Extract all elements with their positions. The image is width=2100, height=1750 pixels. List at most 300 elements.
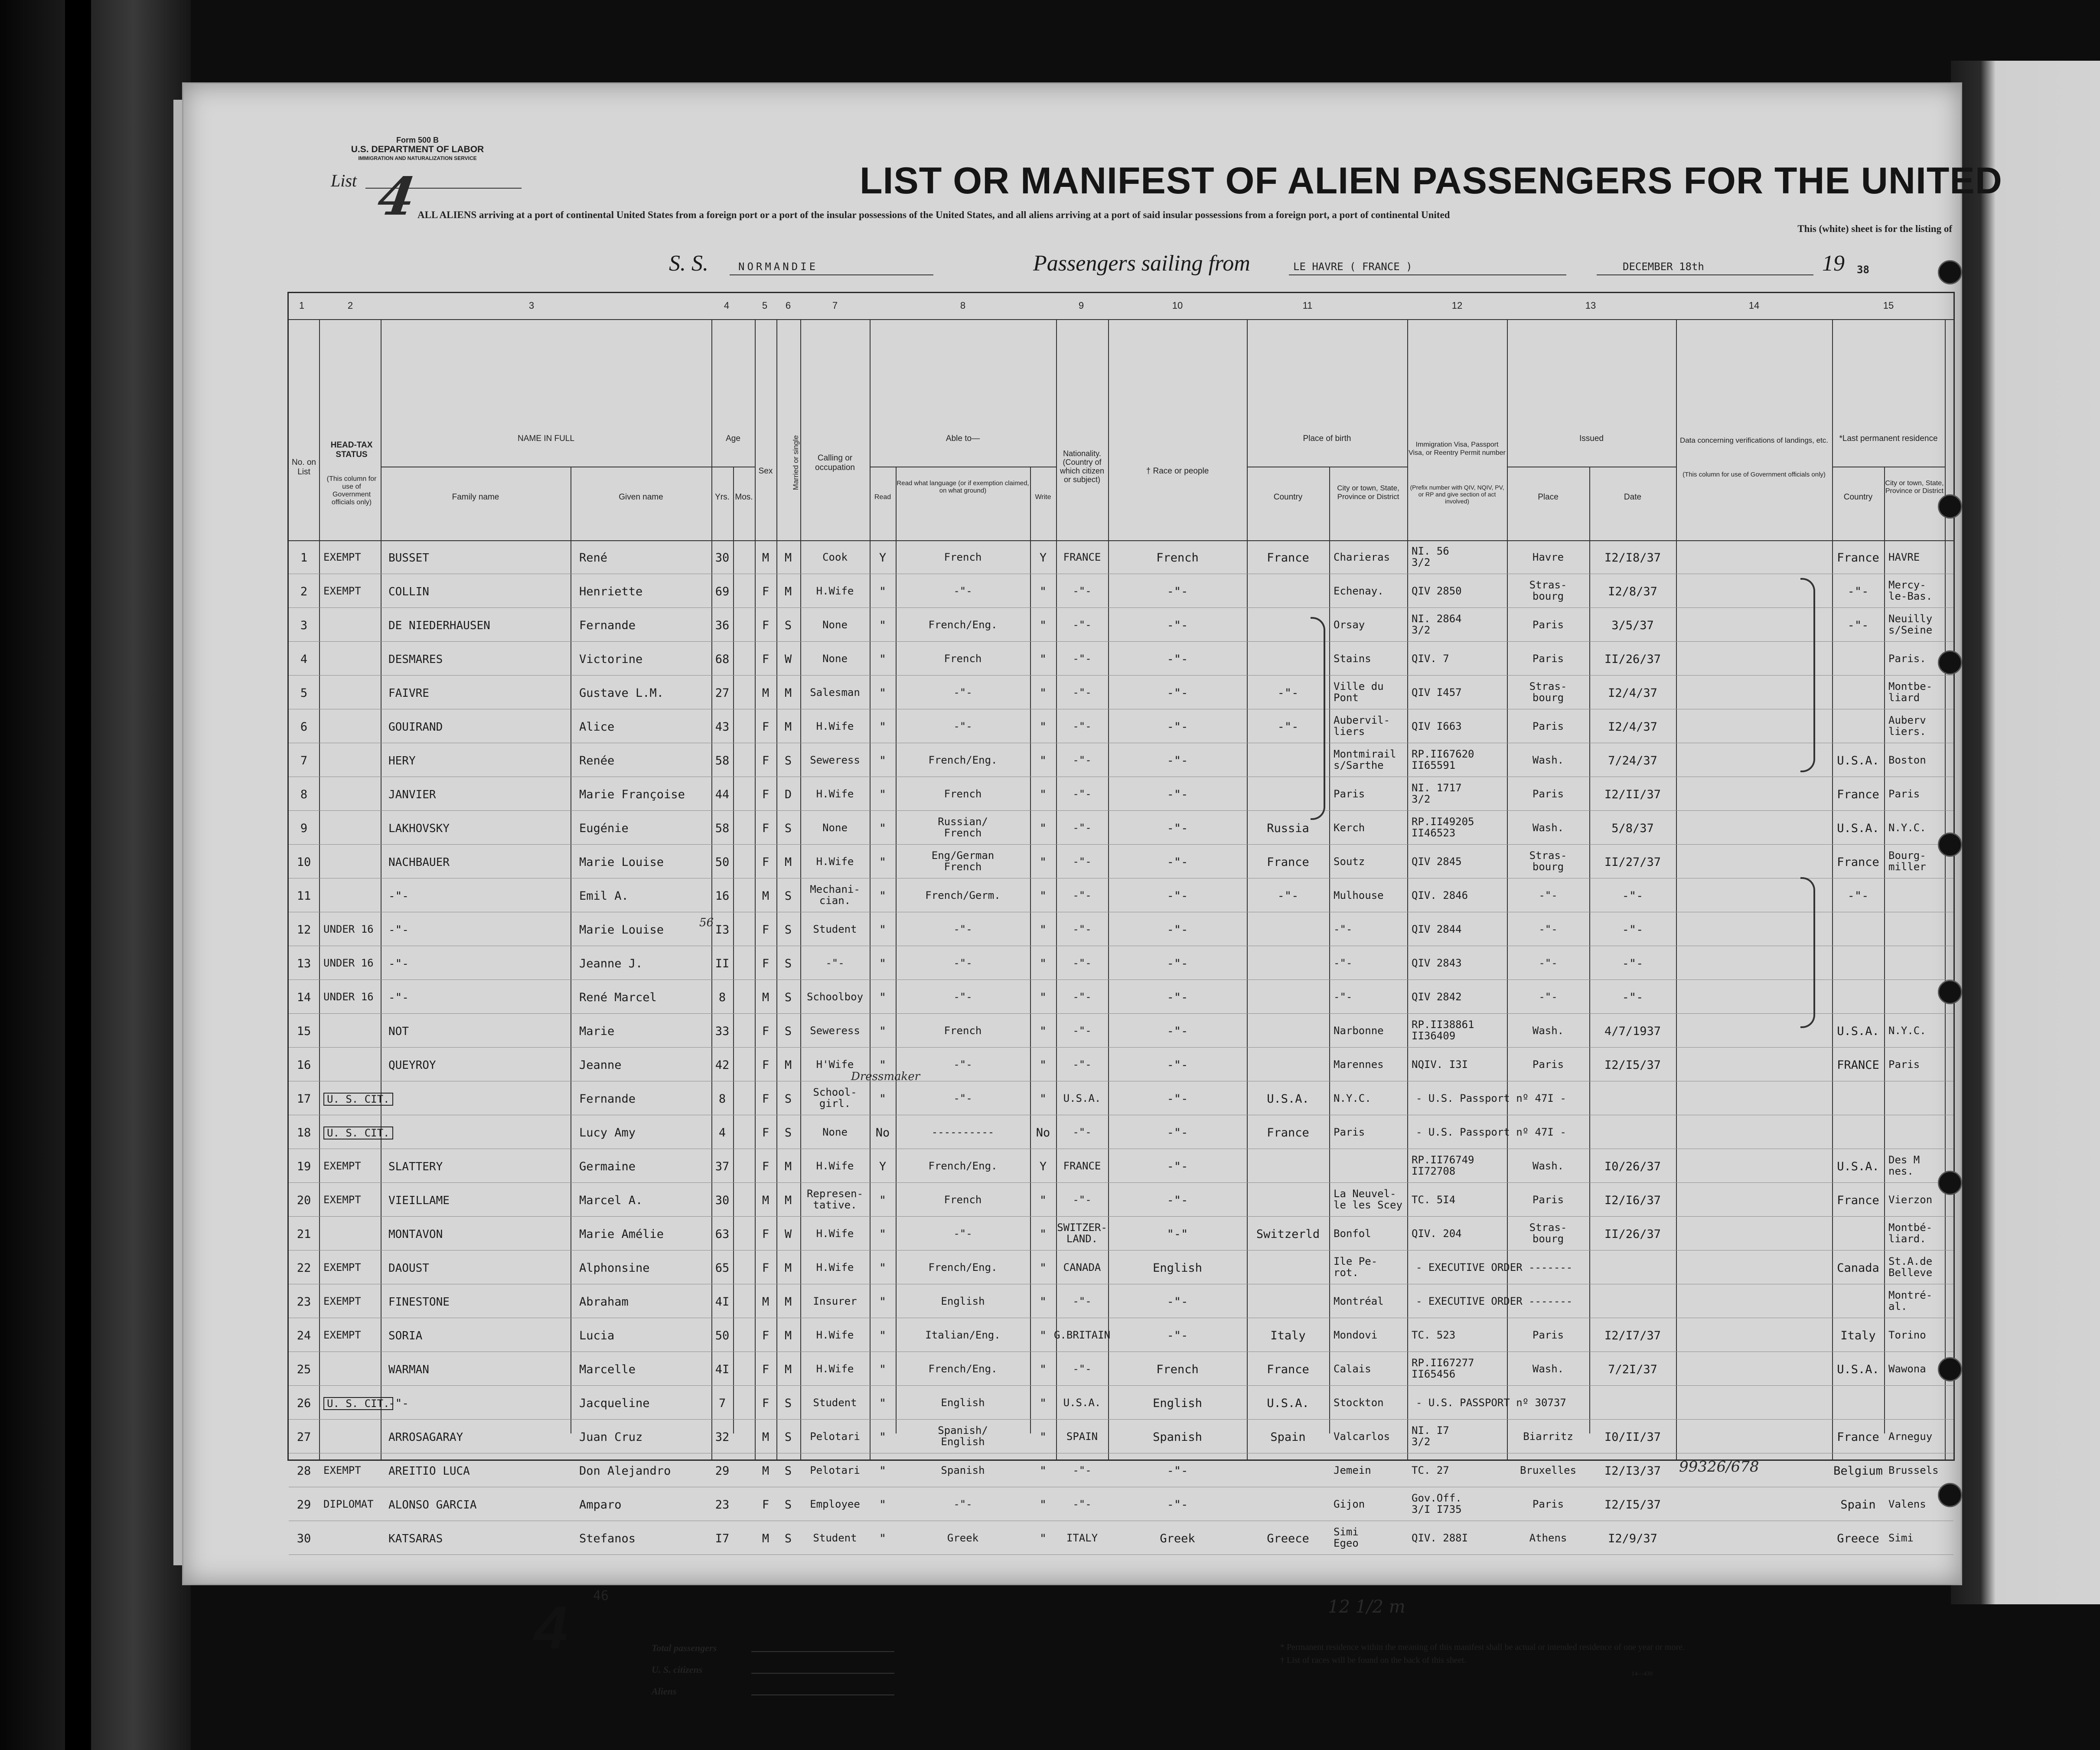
cell-tax: EXEMPT xyxy=(323,551,361,563)
cell-write: No xyxy=(1036,1126,1050,1139)
cell-given: Gustave L.M. xyxy=(579,686,664,700)
cell-ms: D xyxy=(784,788,792,801)
col-num-6: 6 xyxy=(785,300,791,311)
cell-race: Spanish xyxy=(1153,1430,1202,1444)
cell-read: " xyxy=(879,1261,887,1275)
cell-visa: QIV. 288I xyxy=(1412,1532,1468,1544)
year-prefix: 19 xyxy=(1822,251,1845,276)
cell-nat: G.BRITAIN xyxy=(1053,1329,1111,1341)
header-write: Write xyxy=(1035,493,1051,501)
table-row xyxy=(289,1149,1953,1183)
cell-rcountry: Spain xyxy=(1840,1498,1876,1512)
cell-race: French xyxy=(1156,551,1199,565)
cell-bcountry: France xyxy=(1267,855,1309,869)
cell-lang: French/Eng. xyxy=(928,619,998,631)
cell-ms: S xyxy=(784,822,792,835)
cell-given: Henriette xyxy=(579,585,643,598)
cell-ms: S xyxy=(784,1430,792,1444)
cell-occ: Employee xyxy=(810,1498,860,1510)
cell-sex: M xyxy=(762,889,770,903)
cell-sex: F xyxy=(762,1025,770,1038)
cell-idate: II/27/37 xyxy=(1604,855,1661,869)
cell-age: 50 xyxy=(715,1329,730,1342)
cell-sex: M xyxy=(762,1532,770,1545)
ss-label: S. S. xyxy=(669,251,708,276)
cell-occ: None xyxy=(822,653,848,665)
cell-lang: French/Eng. xyxy=(928,1261,998,1273)
cell-nat: -"- xyxy=(1073,788,1092,800)
cell-bcity: Mulhouse xyxy=(1334,889,1384,901)
cell-no: 12 xyxy=(297,923,311,937)
cell-given: Marie Françoise xyxy=(579,788,685,801)
cell-occ: Cook xyxy=(822,551,848,563)
cell-nat: -"- xyxy=(1073,923,1092,935)
cell-sex: F xyxy=(762,1228,770,1241)
col-num-1: 1 xyxy=(299,300,305,311)
cell-sex: M xyxy=(762,1430,770,1444)
cell-ms: S xyxy=(784,1025,792,1038)
col-num-11: 11 xyxy=(1302,300,1313,311)
cell-idate: I2/II/37 xyxy=(1604,788,1661,801)
cell-family: -"- xyxy=(388,890,409,903)
cell-no: 13 xyxy=(297,957,311,970)
cell-visa: QIV 2843 xyxy=(1412,957,1462,969)
col-num-13: 13 xyxy=(1585,300,1596,311)
cell-age: 30 xyxy=(715,551,730,565)
cell-tax: DIPLOMAT xyxy=(323,1498,374,1510)
cell-lang: English xyxy=(941,1295,985,1307)
cell-age: 58 xyxy=(715,754,730,767)
cell-iplace: Paris xyxy=(1532,1058,1564,1071)
cell-ms: M xyxy=(784,1295,792,1309)
cell-rcity: Arneguy xyxy=(1888,1430,1933,1443)
cell-ms: M xyxy=(784,1194,792,1207)
cell-write: Y xyxy=(1039,551,1047,565)
table-row xyxy=(289,1081,1953,1115)
cell-ms: S xyxy=(784,1532,792,1545)
cell-given: Jacqueline xyxy=(579,1397,650,1410)
cell-iplace: Stras- bourg xyxy=(1529,1221,1567,1245)
cell-lang: French xyxy=(944,1025,982,1037)
cell-no: 5 xyxy=(300,686,308,700)
cell-given: Marie Louise xyxy=(579,855,664,869)
cell-visa: QIV I457 xyxy=(1412,686,1462,699)
cell-rcity: Montbe- liard xyxy=(1888,680,1933,704)
cell-family: KATSARAS xyxy=(388,1532,443,1545)
cell-tax: UNDER 16 xyxy=(323,923,374,935)
note-file-number: 99326/678 xyxy=(1679,1458,1759,1476)
cell-idate: 3/5/37 xyxy=(1611,619,1654,632)
cell-age: 58 xyxy=(715,822,730,835)
cell-lang: -"- xyxy=(953,1058,972,1071)
cell-family: -"- xyxy=(388,924,409,937)
col-num-9: 9 xyxy=(1078,300,1084,311)
cell-age: 32 xyxy=(715,1430,730,1444)
cell-given: Juan Cruz xyxy=(579,1430,643,1444)
cell-no: 8 xyxy=(300,788,308,801)
cell-given: Alice xyxy=(579,720,615,734)
cell-rcity: Vierzon xyxy=(1888,1194,1933,1206)
cell-family: AREITIO LUCA xyxy=(388,1465,470,1478)
cell-visa: - EXECUTIVE ORDER ------- xyxy=(1416,1295,1573,1307)
cell-read: " xyxy=(879,855,887,869)
cell-sex: F xyxy=(762,619,770,632)
binder-hole xyxy=(1938,650,1962,675)
cell-write: " xyxy=(1039,923,1047,937)
sailing-label: Passengers sailing from xyxy=(1033,251,1250,276)
header-age: Age xyxy=(726,434,740,443)
cell-sex: F xyxy=(762,1126,770,1139)
cell-lang: -"- xyxy=(953,720,972,732)
cell-bcountry: Greece xyxy=(1267,1532,1309,1545)
cell-nat: -"- xyxy=(1073,1126,1092,1138)
cell-sex: F xyxy=(762,1092,770,1106)
header-verifications-note: (This column for use of Government officials only) xyxy=(1683,471,1826,478)
cell-nat: SPAIN xyxy=(1066,1430,1098,1443)
cell-write: " xyxy=(1039,1295,1047,1309)
cell-write: " xyxy=(1039,1194,1047,1207)
cell-nat: -"- xyxy=(1073,1363,1092,1375)
us-citizens-label: U. S. citizens xyxy=(652,1664,703,1675)
cell-ms: S xyxy=(784,1397,792,1410)
cell-occ: H.Wife xyxy=(816,1160,854,1172)
cell-rcity: Bourg- miller xyxy=(1888,849,1926,873)
header-race: † Race or people xyxy=(1146,467,1209,476)
cell-rcity: Brussels xyxy=(1888,1464,1939,1476)
cell-lang: French/Germ. xyxy=(925,889,1001,901)
cell-sex: F xyxy=(762,788,770,801)
header-family-name: Family name xyxy=(452,493,499,502)
cell-given: Lucia xyxy=(579,1329,615,1342)
cell-age: 44 xyxy=(715,788,730,801)
cell-bcity: Ville du Pont xyxy=(1334,680,1384,704)
cell-read: " xyxy=(879,991,887,1004)
cell-lang: Spanish/ English xyxy=(938,1424,988,1448)
cell-visa: - U.S. Passport nº 47I - xyxy=(1416,1092,1566,1104)
cell-given: Marie xyxy=(579,1025,615,1038)
cell-write: Y xyxy=(1039,1160,1047,1173)
cell-write: " xyxy=(1039,889,1047,903)
col-num-14: 14 xyxy=(1748,300,1760,311)
cell-race: -"- xyxy=(1167,788,1188,801)
cell-given: Germaine xyxy=(579,1160,636,1173)
cell-age: 7 xyxy=(718,1397,726,1410)
cell-race: -"- xyxy=(1167,686,1188,700)
cell-read: " xyxy=(879,1329,887,1342)
cell-iplace: Wash. xyxy=(1532,1363,1564,1375)
cell-read: " xyxy=(879,889,887,903)
cell-age: 43 xyxy=(715,720,730,734)
cell-tax: EXEMPT xyxy=(323,1194,361,1206)
cell-write: " xyxy=(1039,1464,1047,1478)
cell-family: NACHBAUER xyxy=(388,856,450,869)
cell-tax: EXEMPT xyxy=(323,1464,361,1476)
cell-bcountry: -"- xyxy=(1277,720,1299,734)
cell-sex: F xyxy=(762,1058,770,1072)
cell-bcity: Montmirail s/Sarthe xyxy=(1334,748,1396,771)
cell-ms: S xyxy=(784,957,792,970)
cell-visa: QIV 2844 xyxy=(1412,923,1462,935)
cell-ms: S xyxy=(784,991,792,1004)
cell-write: " xyxy=(1039,720,1047,734)
cell-bcity: -"- xyxy=(1334,957,1353,969)
cell-iplace: Stras- bourg xyxy=(1529,680,1567,704)
cell-rcountry: U.S.A. xyxy=(1837,754,1879,767)
cell-idate: I2/4/37 xyxy=(1608,686,1657,700)
cell-lang: -"- xyxy=(953,1228,972,1240)
cell-tax: U. S. CIT. xyxy=(323,1093,393,1106)
cell-rcity: Simi xyxy=(1888,1532,1914,1544)
cell-lang: Italian/Eng. xyxy=(925,1329,1001,1341)
cell-nat: -"- xyxy=(1073,720,1092,732)
cell-rcity: N.Y.C. xyxy=(1888,1025,1926,1037)
cell-nat: FRANCE xyxy=(1063,1160,1101,1172)
cell-ms: M xyxy=(784,1160,792,1173)
cell-family: FINESTONE xyxy=(388,1296,450,1309)
cell-rcountry: Belgium xyxy=(1833,1464,1883,1478)
cell-occ: Pelotari xyxy=(810,1430,860,1443)
print-code: 14—430 xyxy=(1631,1671,1653,1677)
cell-occ: Pelotari xyxy=(810,1464,860,1476)
cell-bcity: Soutz xyxy=(1334,855,1365,868)
cell-given: René xyxy=(579,551,608,565)
cell-read: " xyxy=(879,619,887,632)
cell-visa: NI. 1717 3/2 xyxy=(1412,782,1462,805)
cell-no: 27 xyxy=(297,1430,311,1444)
cell-race: -"- xyxy=(1167,619,1188,632)
cell-visa: RP.II67620 II65591 xyxy=(1412,748,1474,771)
cell-rcountry: Italy xyxy=(1840,1329,1876,1342)
cell-nat: -"- xyxy=(1073,754,1092,766)
header-nationality: Nationality. (Country of which citizen or subject) xyxy=(1060,449,1105,484)
binder-hole xyxy=(1938,1171,1962,1195)
cell-race: French xyxy=(1156,1363,1199,1376)
book-binding xyxy=(0,0,191,1750)
table-row xyxy=(289,1420,1953,1453)
cell-race: English xyxy=(1153,1397,1202,1410)
department: U.S. DEPARTMENT OF LABOR xyxy=(351,144,484,154)
cell-iplace: Paris xyxy=(1532,619,1564,631)
cell-nat: -"- xyxy=(1073,1025,1092,1037)
cell-family: NOT xyxy=(388,1025,409,1038)
cell-nat: -"- xyxy=(1073,585,1092,597)
cell-tax: EXEMPT xyxy=(323,1160,361,1172)
table-row xyxy=(289,1318,1953,1352)
binder-hole xyxy=(1938,980,1962,1004)
cell-no: 9 xyxy=(300,822,308,835)
cell-sex: M xyxy=(762,551,770,565)
cell-rcity: Boston xyxy=(1888,754,1926,766)
cell-race: -"- xyxy=(1167,1058,1188,1072)
cell-write: " xyxy=(1039,855,1047,869)
cell-write: " xyxy=(1039,1498,1047,1512)
cell-lang: -"- xyxy=(953,991,972,1003)
cell-tax: EXEMPT xyxy=(323,585,361,597)
cell-bcity: Simi Egeo xyxy=(1334,1526,1359,1549)
cell-rcountry: France xyxy=(1837,1430,1879,1444)
cell-lang: French xyxy=(944,788,982,800)
cell-lang: French xyxy=(944,551,982,563)
cell-read: " xyxy=(879,957,887,970)
cell-iplace: -"- xyxy=(1539,957,1558,969)
cell-lang: Eng/German French xyxy=(931,849,995,873)
cell-bcity: N.Y.C. xyxy=(1334,1092,1371,1104)
cell-read: " xyxy=(879,720,887,734)
cell-bcountry: Switzerld xyxy=(1256,1228,1320,1241)
cell-write: " xyxy=(1039,822,1047,835)
cell-age: 23 xyxy=(715,1498,730,1512)
col-num-12: 12 xyxy=(1451,300,1463,311)
cell-rcountry: U.S.A. xyxy=(1837,1363,1879,1376)
cell-no: 14 xyxy=(297,991,311,1004)
table-row xyxy=(289,1521,1953,1555)
cell-idate: I0/26/37 xyxy=(1604,1160,1661,1173)
total-passengers-line xyxy=(751,1651,894,1652)
cell-no: 19 xyxy=(297,1160,311,1173)
col-num-5: 5 xyxy=(762,300,768,311)
binder-hole xyxy=(1938,260,1962,284)
cell-idate: I2/I7/37 xyxy=(1604,1329,1661,1342)
cell-nat: FRANCE xyxy=(1063,551,1101,563)
table-row xyxy=(289,946,1953,980)
cell-occ: -"- xyxy=(825,957,845,969)
cell-race: Greek xyxy=(1160,1532,1195,1545)
cell-occ: Schoolboy xyxy=(806,991,864,1003)
table-row xyxy=(289,1250,1953,1284)
cell-sex: F xyxy=(762,720,770,734)
cell-sex: M xyxy=(762,1464,770,1478)
cell-sex: M xyxy=(762,1295,770,1309)
cell-tax: UNDER 16 xyxy=(323,991,374,1003)
cell-age: 50 xyxy=(715,855,730,869)
cell-no: 28 xyxy=(297,1464,311,1478)
cell-bcountry: France xyxy=(1267,1363,1309,1376)
cell-rcity: Paris xyxy=(1888,788,1920,800)
cell-rcity: Montré- al. xyxy=(1888,1289,1933,1312)
cell-lang: French/Eng. xyxy=(928,1160,998,1172)
cell-family: VIEILLAME xyxy=(388,1194,450,1207)
cell-write: " xyxy=(1039,1058,1047,1072)
cell-family: LAKHOVSKY xyxy=(388,822,450,835)
cell-visa: QIV. 2846 xyxy=(1412,889,1468,901)
bottom-scrawl: 12 1/2 m xyxy=(1328,1597,1405,1617)
cell-sex: F xyxy=(762,754,770,767)
cell-lang: Greek xyxy=(947,1532,979,1544)
cell-race: -"- xyxy=(1167,720,1188,734)
cell-write: " xyxy=(1039,1397,1047,1410)
cell-ms: M xyxy=(784,686,792,700)
table-row xyxy=(289,845,1953,878)
cell-bcountry: -"- xyxy=(1277,686,1299,700)
cell-tax: UNDER 16 xyxy=(323,957,374,969)
cell-race: -"- xyxy=(1167,1464,1188,1478)
cell-lang: -"- xyxy=(953,923,972,935)
table-row xyxy=(289,574,1953,608)
manifest-title: LIST OR MANIFEST OF ALIEN PASSENGERS FOR THE UNITED xyxy=(860,160,2002,202)
cell-visa: - U.S. Passport nº 47I - xyxy=(1416,1126,1566,1138)
cell-idate: I2/I6/37 xyxy=(1604,1194,1661,1207)
footnote-races: † List of races will be found on the back of this sheet. xyxy=(1280,1655,1467,1665)
cell-nat: -"- xyxy=(1073,889,1092,901)
cell-occ: Student xyxy=(813,1532,857,1544)
cell-sex: F xyxy=(762,822,770,835)
cell-bcity: Bonfol xyxy=(1334,1228,1371,1240)
cell-ms: M xyxy=(784,855,792,869)
cell-write: " xyxy=(1039,1261,1047,1275)
table-row xyxy=(289,1115,1953,1149)
cell-ms: S xyxy=(784,1126,792,1139)
cell-race: -"- xyxy=(1167,585,1188,598)
col-num-2: 2 xyxy=(347,300,353,311)
header-no-on-list: No. on List xyxy=(292,458,316,477)
cell-visa: QIV 2845 xyxy=(1412,855,1462,868)
cell-given: Emil A. xyxy=(579,889,629,903)
bracket-mark xyxy=(1311,617,1325,820)
cell-occ: H'Wife xyxy=(816,1058,854,1071)
cell-nat: -"- xyxy=(1073,686,1092,699)
cell-lang: -"- xyxy=(953,585,972,597)
table-row xyxy=(289,1048,1953,1081)
cell-nat: ITALY xyxy=(1066,1532,1098,1544)
cell-idate: I2/I5/37 xyxy=(1604,1058,1661,1072)
cell-given: Marie Amélie xyxy=(579,1228,664,1241)
cell-bcity: Stockton xyxy=(1334,1397,1384,1409)
cell-rcountry: -"- xyxy=(1847,619,1869,632)
cell-read: " xyxy=(879,1397,887,1410)
cell-nat: -"- xyxy=(1073,1194,1092,1206)
cell-family: QUEYROY xyxy=(388,1059,436,1072)
cell-bcity: Orsay xyxy=(1334,619,1365,631)
cell-given: Stefanos xyxy=(579,1532,636,1545)
cell-iplace: Wash. xyxy=(1532,754,1564,766)
cell-family: BUSSET xyxy=(388,552,429,565)
cell-no: 29 xyxy=(297,1498,311,1512)
cell-rcity: Wawona xyxy=(1888,1363,1926,1375)
form-header xyxy=(326,136,509,163)
cell-bcity: Jemein xyxy=(1334,1464,1371,1476)
cell-iplace: Paris xyxy=(1532,788,1564,800)
cell-sex: F xyxy=(762,585,770,598)
header-birth-country: Country xyxy=(1273,493,1303,502)
cell-idate: II/26/37 xyxy=(1604,653,1661,666)
cell-occ: Represen- tative. xyxy=(806,1188,864,1211)
table-row xyxy=(289,743,1953,777)
cell-given: Fernande xyxy=(579,1092,636,1106)
cell-rcity: HAVRE xyxy=(1888,551,1920,563)
ship-underline xyxy=(730,274,933,275)
table-row xyxy=(289,980,1953,1014)
cell-write: " xyxy=(1039,619,1047,632)
cell-no: 7 xyxy=(300,754,308,767)
cell-sex: F xyxy=(762,1329,770,1342)
header-given-name: Given name xyxy=(619,493,663,502)
table-row xyxy=(289,1284,1953,1318)
table-row xyxy=(289,811,1953,845)
cell-read: Y xyxy=(879,551,887,565)
cell-read: " xyxy=(879,686,887,700)
cell-rcity: St.A.de Belleve xyxy=(1888,1255,1933,1279)
cell-age: 4I xyxy=(715,1295,730,1309)
cell-ms: S xyxy=(784,1092,792,1106)
header-calling: Calling or occupation xyxy=(815,454,855,472)
cell-occ: H.Wife xyxy=(816,720,854,732)
cell-sex: F xyxy=(762,923,770,937)
cell-occ: None xyxy=(822,1126,848,1138)
cell-family: SORIA xyxy=(388,1329,423,1342)
cell-no: 11 xyxy=(297,889,311,903)
header-head-tax-note: (This column for use of Government officials only) xyxy=(326,475,377,506)
cell-no: 3 xyxy=(300,619,308,632)
